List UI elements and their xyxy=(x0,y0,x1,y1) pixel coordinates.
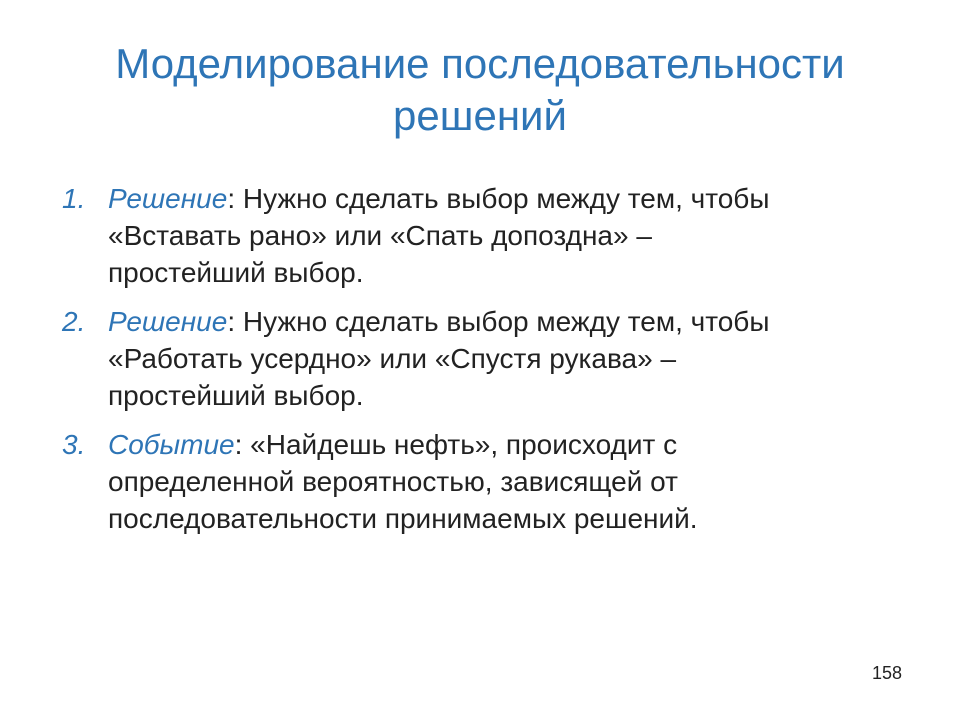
item-text: простейший выбор. xyxy=(108,257,364,288)
page-number: 158 xyxy=(871,663,902,683)
list-item xyxy=(62,303,882,414)
item-line xyxy=(108,426,882,463)
list-item xyxy=(62,426,882,537)
item-text: : «Найдешь нефть», происходит с xyxy=(234,429,678,460)
item-text: простейший выбор. xyxy=(108,380,364,411)
item-keyword: Решение xyxy=(108,306,228,337)
item-text: определенной вероятностью, зависящей от xyxy=(108,466,678,497)
item-text: : Нужно сделать выбор между тем, чтобы xyxy=(227,306,770,337)
title-line: решений xyxy=(393,92,567,139)
item-number: 3. xyxy=(62,429,86,460)
title-line: Моделирование последовательности xyxy=(115,40,845,87)
item-text: : Нужно сделать выбор между тем, чтобы xyxy=(227,183,770,214)
item-text: «Работать усердно» или «Спустя рукава» – xyxy=(108,343,677,374)
slide-title xyxy=(60,38,900,142)
item-line xyxy=(108,180,882,217)
item-number: 2. xyxy=(62,306,86,337)
item-number: 1. xyxy=(62,183,86,214)
item-text: «Вставать рано» или «Спать допоздна» – xyxy=(108,220,652,251)
item-text: последовательности принимаемых решений. xyxy=(108,503,698,534)
list-item xyxy=(62,180,882,291)
item-keyword: Событие xyxy=(108,429,235,460)
item-line xyxy=(108,303,882,340)
content-list xyxy=(62,180,882,549)
item-keyword: Решение xyxy=(108,183,228,214)
